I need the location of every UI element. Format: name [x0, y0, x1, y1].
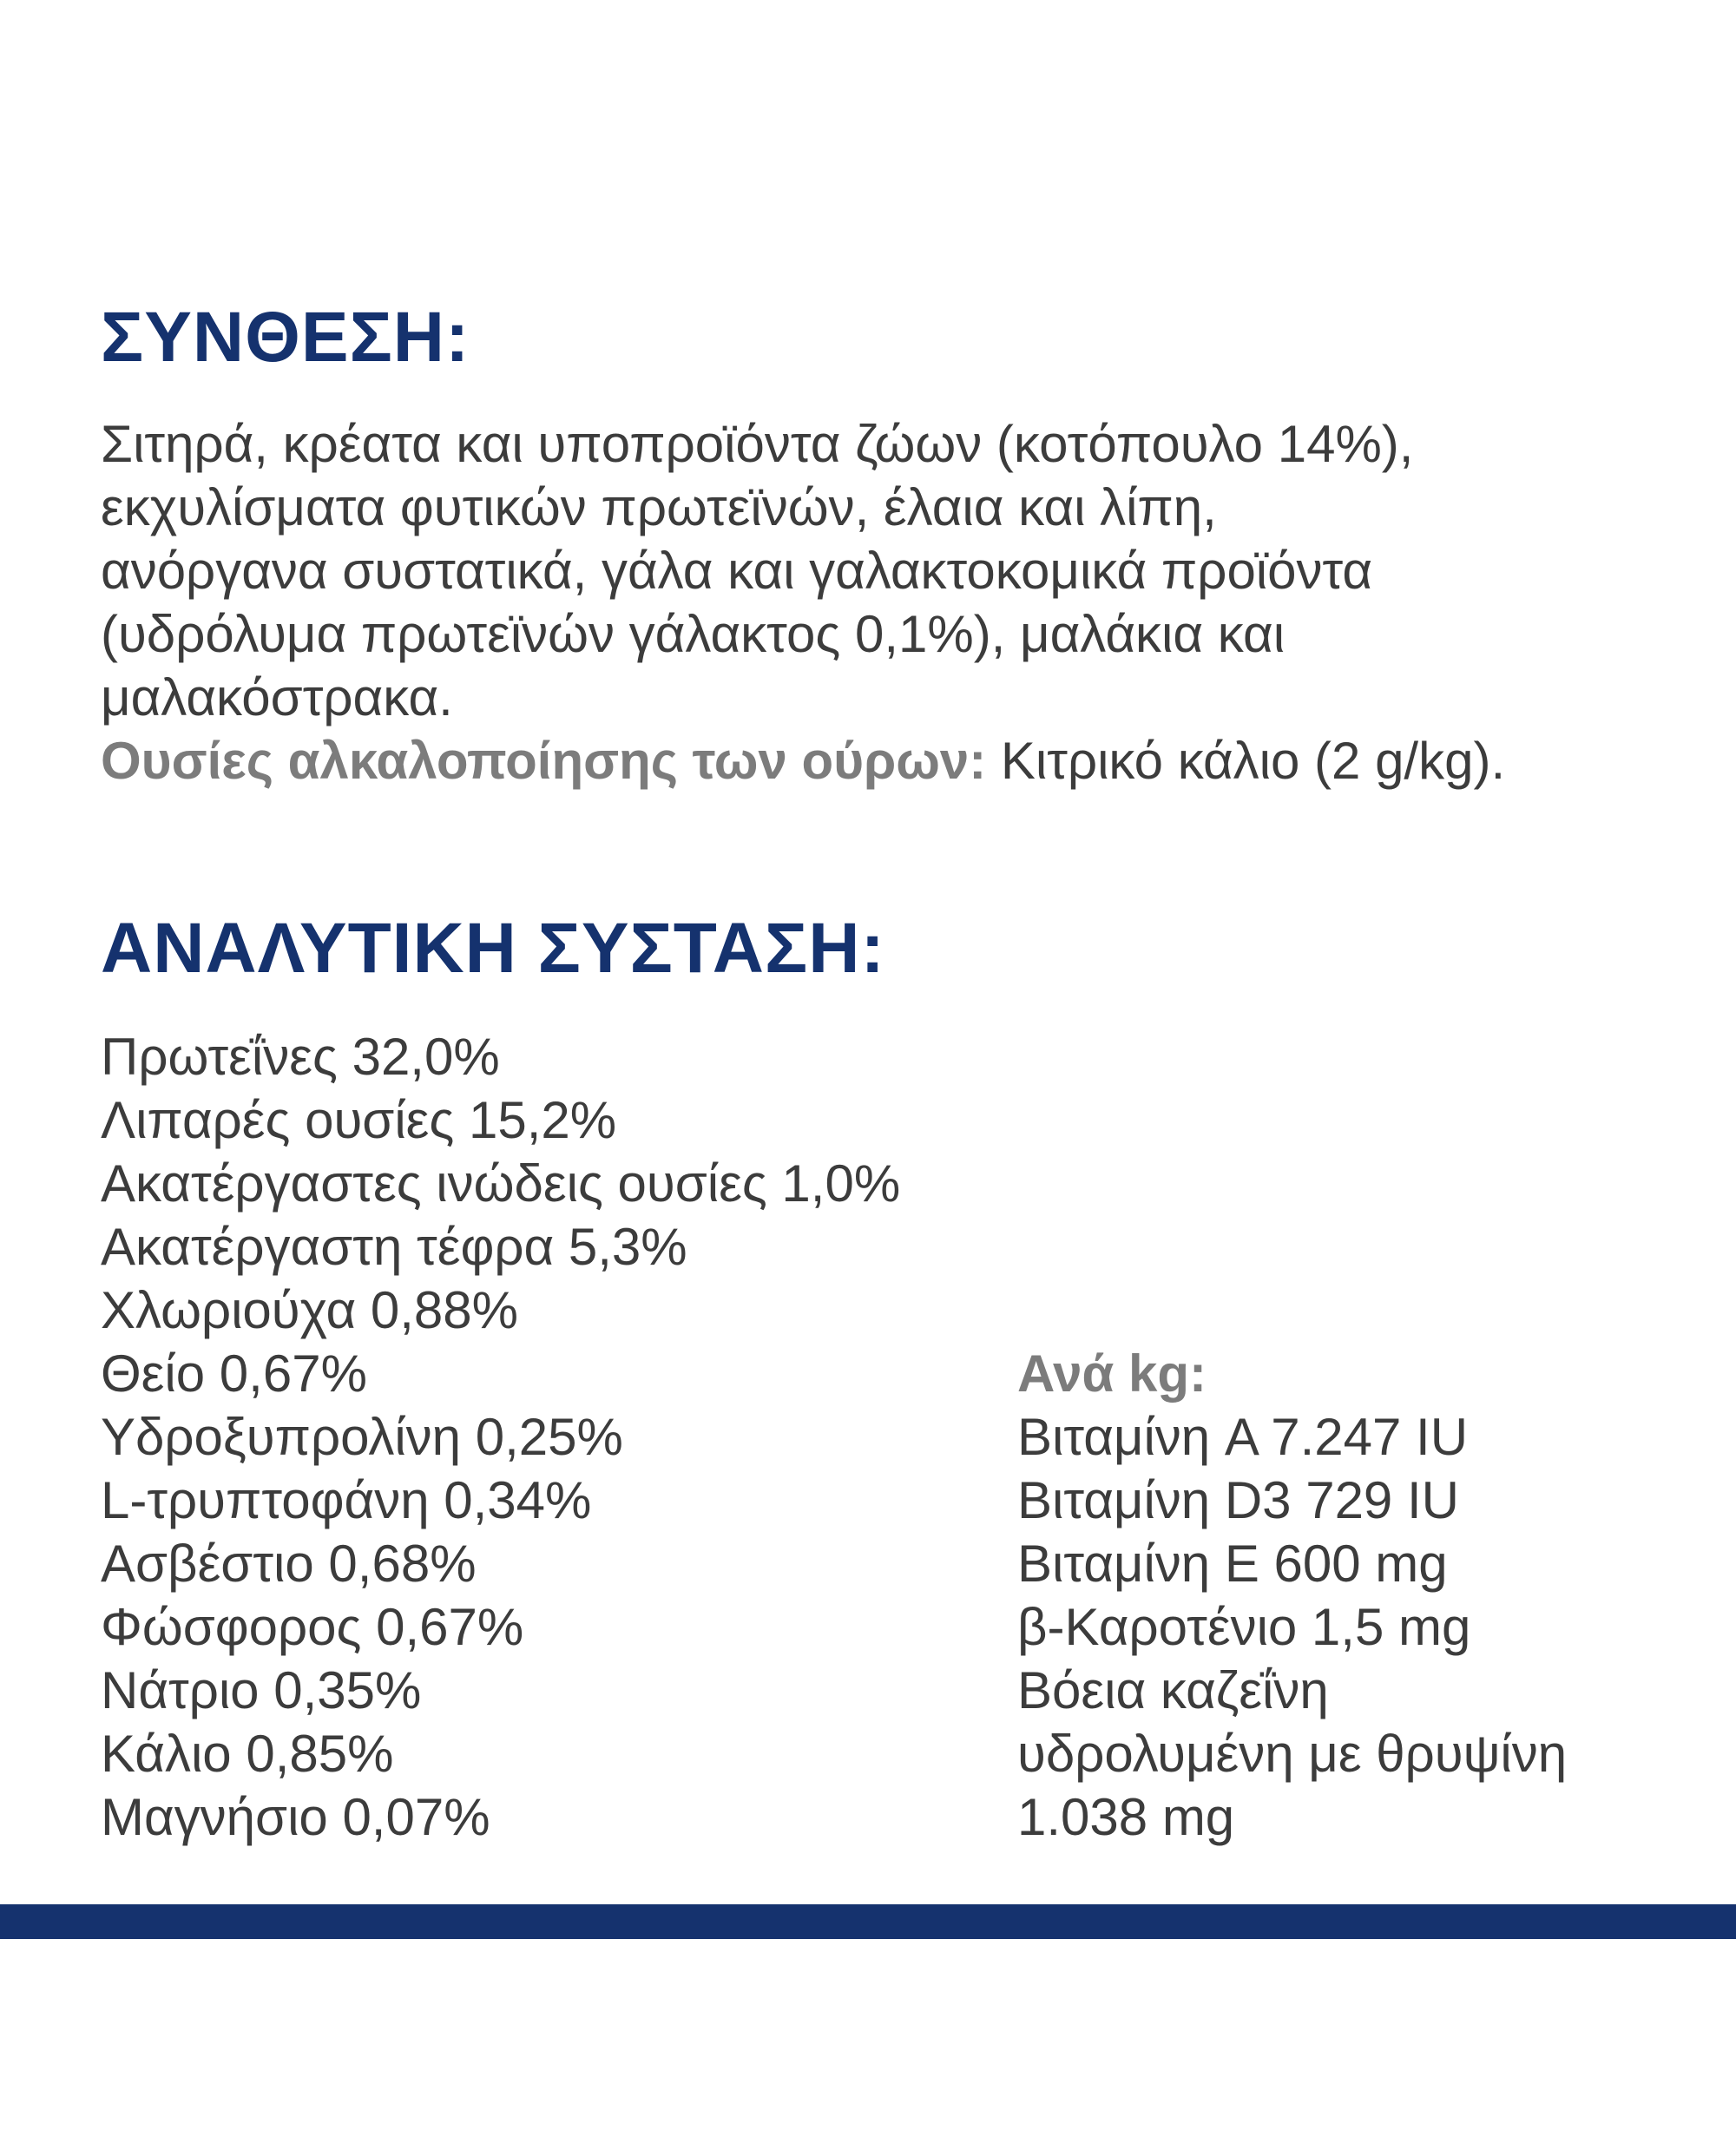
analysis-list	[101, 1025, 1038, 1849]
analysis-item: Υδροξυπρολίνη 0,25%	[101, 1408, 623, 1466]
composition-line: εκχυλίσματα φυτικών πρωτεϊνών, έλαια και λίπη,	[101, 478, 1217, 536]
analysis-item: Χλωριούχα 0,88%	[101, 1281, 518, 1339]
analysis-item: L-τρυπτοφάνη 0,34%	[101, 1471, 592, 1529]
analysis-item: Ακατέργαστη τέφρα 5,3%	[101, 1218, 687, 1276]
per-kg-item: Βόεια καζεΐνη	[1017, 1661, 1329, 1719]
composition-text	[101, 412, 1715, 792]
analysis-item: Θείο 0,67%	[101, 1344, 367, 1403]
analysis-item: Μαγνήσιο 0,07%	[101, 1788, 490, 1846]
analysis-heading: ΑΝΑΛΥΤΙΚΗ ΣΥΣΤΑΣΗ:	[101, 909, 885, 988]
per-kg-item: Βιταμίνη A 7.247 IU	[1017, 1408, 1469, 1466]
additive-label: Ουσίες αλκαλοποίησης των ούρων:	[101, 732, 987, 790]
analysis-item: Ασβέστιο 0,68%	[101, 1535, 477, 1593]
composition-line: ανόργανα συστατικά, γάλα και γαλακτοκομικά προϊόντα	[101, 542, 1373, 600]
composition-line: μαλακόστρακα.	[101, 668, 453, 726]
analysis-item: Λιπαρές ουσίες 15,2%	[101, 1091, 617, 1149]
composition-line: (υδρόλυμα πρωτεϊνών γάλακτος 0,1%), μαλάκια και	[101, 605, 1286, 663]
additive-line	[101, 729, 1715, 792]
analysis-item: Πρωτεΐνες 32,0%	[101, 1028, 500, 1086]
analysis-item: Νάτριο 0,35%	[101, 1661, 422, 1719]
per-kg-item: 1.038 mg	[1017, 1788, 1235, 1846]
per-kg-item: Βιταμίνη E 600 mg	[1017, 1535, 1448, 1593]
analysis-item: Ακατέργαστες ινώδεις ουσίες 1,0%	[101, 1154, 901, 1213]
additive-value: Κιτρικό κάλιο (2 g/kg).	[986, 732, 1506, 790]
composition-line: Σιτηρά, κρέατα και υποπροϊόντα ζώων (κοτόπουλο 14%),	[101, 415, 1414, 473]
per-kg-item: υδρολυμένη με θρυψίνη	[1017, 1725, 1568, 1783]
per-kg-title: Ανά kg:	[1017, 1344, 1207, 1403]
per-kg-section	[1017, 1342, 1729, 1849]
analysis-item: Κάλιο 0,85%	[101, 1725, 394, 1783]
per-kg-item: Βιταμίνη D3 729 IU	[1017, 1471, 1459, 1529]
footer-divider-bar	[0, 1904, 1736, 1939]
per-kg-item: β-Καροτένιο 1,5 mg	[1017, 1598, 1471, 1656]
analysis-item: Φώσφορος 0,67%	[101, 1598, 524, 1656]
composition-heading: ΣΥΝΘΕΣΗ:	[101, 298, 470, 377]
